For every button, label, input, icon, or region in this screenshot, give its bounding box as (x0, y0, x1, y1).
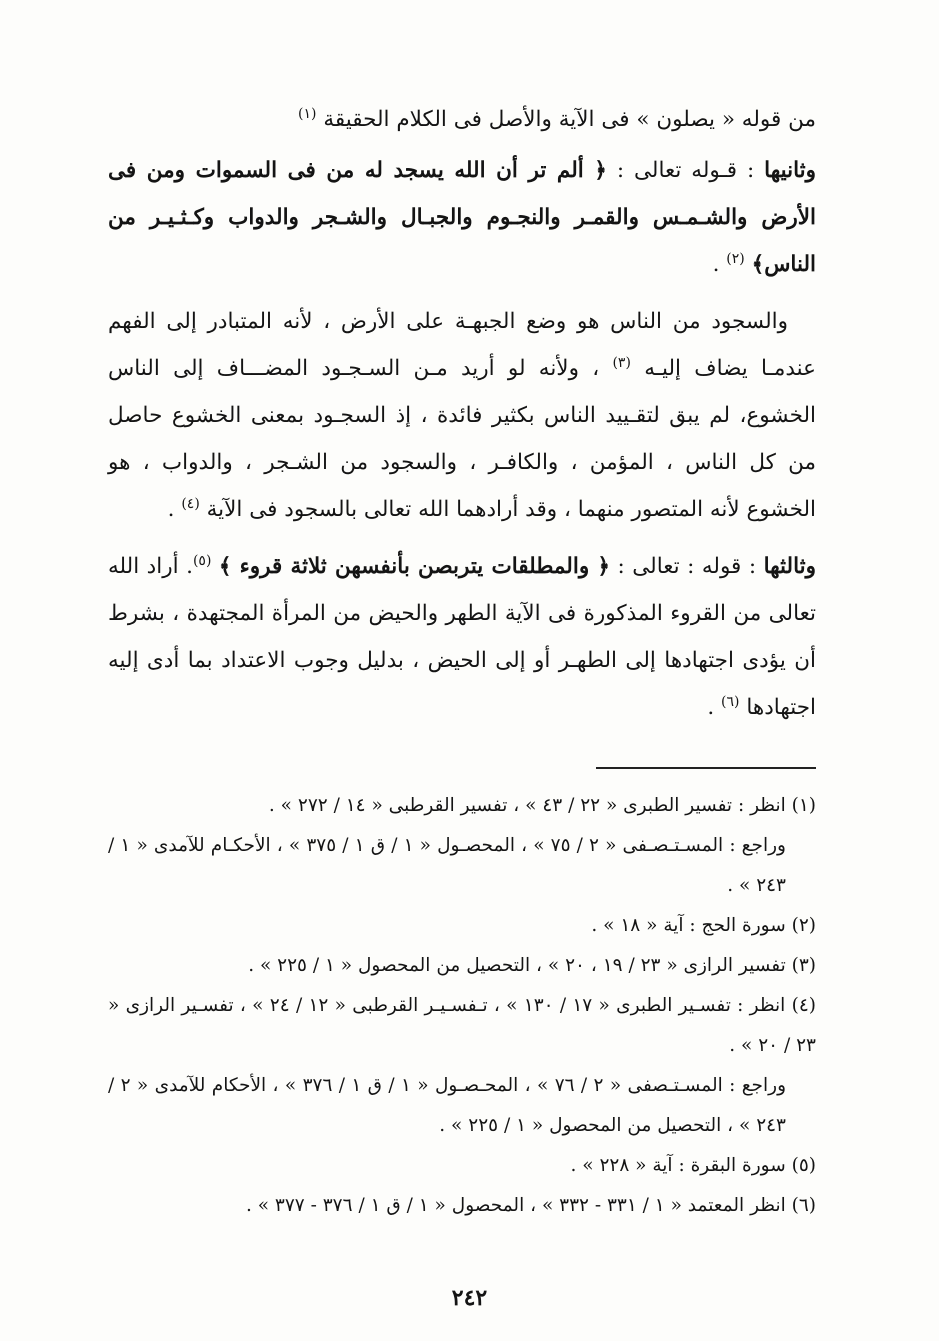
paragraph-3-text-b: ، ولأنه لو أريد مـن السـجـود المضـــاف إلى الناس الخشوع، لم يبق لتقـييد الناس بكثير فائدة ، إذ السجـود بمعنى الخشوع حاصل من كل الناس ، المؤمن ، والكافـر ، والسجود من الشـجر ، والدواب ، هو الخشوع لأنه المتصور منهما ، وقد أرادهما الله تعالى بالسجود فى الآية (108, 356, 816, 522)
quran-verse-2: ﴿ والمطلقات يتربصن بأنفسهن ثلاثة قروء ﴾ (218, 554, 610, 579)
paragraph-2 (108, 147, 816, 288)
footnote-ref-1: (١) (298, 105, 317, 122)
footnote-2: (٢) سورة الحج : آية « ١٨ » . (591, 915, 816, 936)
paragraph-3 (108, 298, 816, 533)
footnote-ref-5: (٥) (192, 552, 212, 569)
footnote-6: (٦) انظر المعتمد « ١ / ٣٣١ - ٣٣٢ » ، المحصول « ١ / ق ١ / ٣٧٦ - ٣٧٧ » . (245, 1195, 816, 1216)
footnotes (108, 786, 816, 1226)
page-number: ٢٤٢ (451, 1285, 488, 1311)
quran-verse-1: ﴿ ألم تر أن الله يسجد له من فى السموات ومن فى الأرض والشـمـس والقمـر والنجـوم والجبـال والشـجر والدواب وكـثـيـر من الناس﴾ (108, 158, 816, 277)
footnote-3: (٣) تفسير الرازى « ٢٣ / ١٩ ، ٢٠ » ، التحصيل من المحصول « ١ / ٢٢٥ » . (248, 955, 816, 976)
paragraph-4-text: . أراد الله تعالى من القروء المذكورة فى الآية الطهر والحيض من المرأة المجتهدة ، بشرط أن يؤدى اجتهادها إلى الطهـر أو إلى الحيض ، بدليل وجوب الاعتداد بما أدى إليه اجتهادها (108, 554, 816, 720)
paragraph-3-end: . (167, 497, 182, 522)
main-text (108, 96, 816, 731)
footnote-4: (٤) انظر : تفسـير الطبرى « ١٧ / ١٣٠ » ، تـفسـيـر القرطبى « ١٢ / ٢٤ » ، تفسـير الرازى « ٢٣ / ٢٠ » . (108, 995, 816, 1056)
paragraph-2-lead: وثانيها (764, 158, 816, 183)
paragraph-2-end: . (712, 252, 727, 277)
footnote-5: (٥) سورة البقرة : آية « ٢٢٨ » . (570, 1155, 816, 1176)
paragraph-1 (108, 96, 816, 143)
paragraph-2-intro: : قـوله تعالى : (606, 158, 765, 183)
footnote-ref-4: (٤) (181, 495, 200, 512)
paragraph-4-end: . (707, 695, 721, 720)
paragraph-1-text: من قوله « يصلون » فى الآية والأصل فى الكلام الحقيقة (323, 107, 816, 132)
footnote-ref-3: (٣) (612, 354, 631, 371)
paragraph-3-text-a: والسجود من الناس هو وضع الجبهـة على الأرض ، لأنه المتبادر إلى الفهم عندمـا يضاف إليـه (108, 309, 816, 381)
footnote-divider (596, 767, 816, 769)
footnote-ref-2: (٢) (726, 250, 745, 267)
paragraph-4-intro: : قوله : تعالى : (609, 554, 764, 579)
footnote-1-continued: وراجع : المسـتـصـفى « ٢ / ٧٥ » ، المحصـول « ١ / ق ١ / ٣٧٥ » ، الأحكـام للآمدى « ١ / ٢٤٣ » . (108, 835, 786, 896)
paragraph-4-lead: وثالثها (763, 554, 817, 579)
footnote-ref-6: (٦) (721, 693, 740, 710)
paragraph-4 (108, 543, 816, 731)
footnote-1: (١) انظر : تفسير الطبرى « ٢٢ / ٤٣ » ، تفسير القرطبى « ١٤ / ٢٧٢ » . (268, 795, 816, 816)
footnote-4-continued: وراجع : المسـتـصفى « ٢ / ٧٦ » ، المحـصـول « ١ / ق ١ / ٣٧٦ » ، الأحكام للآمدى « ٢ / ٢٤٣ » ، التحصيل من المحصول « ١ / ٢٢٥ » . (108, 1075, 786, 1136)
